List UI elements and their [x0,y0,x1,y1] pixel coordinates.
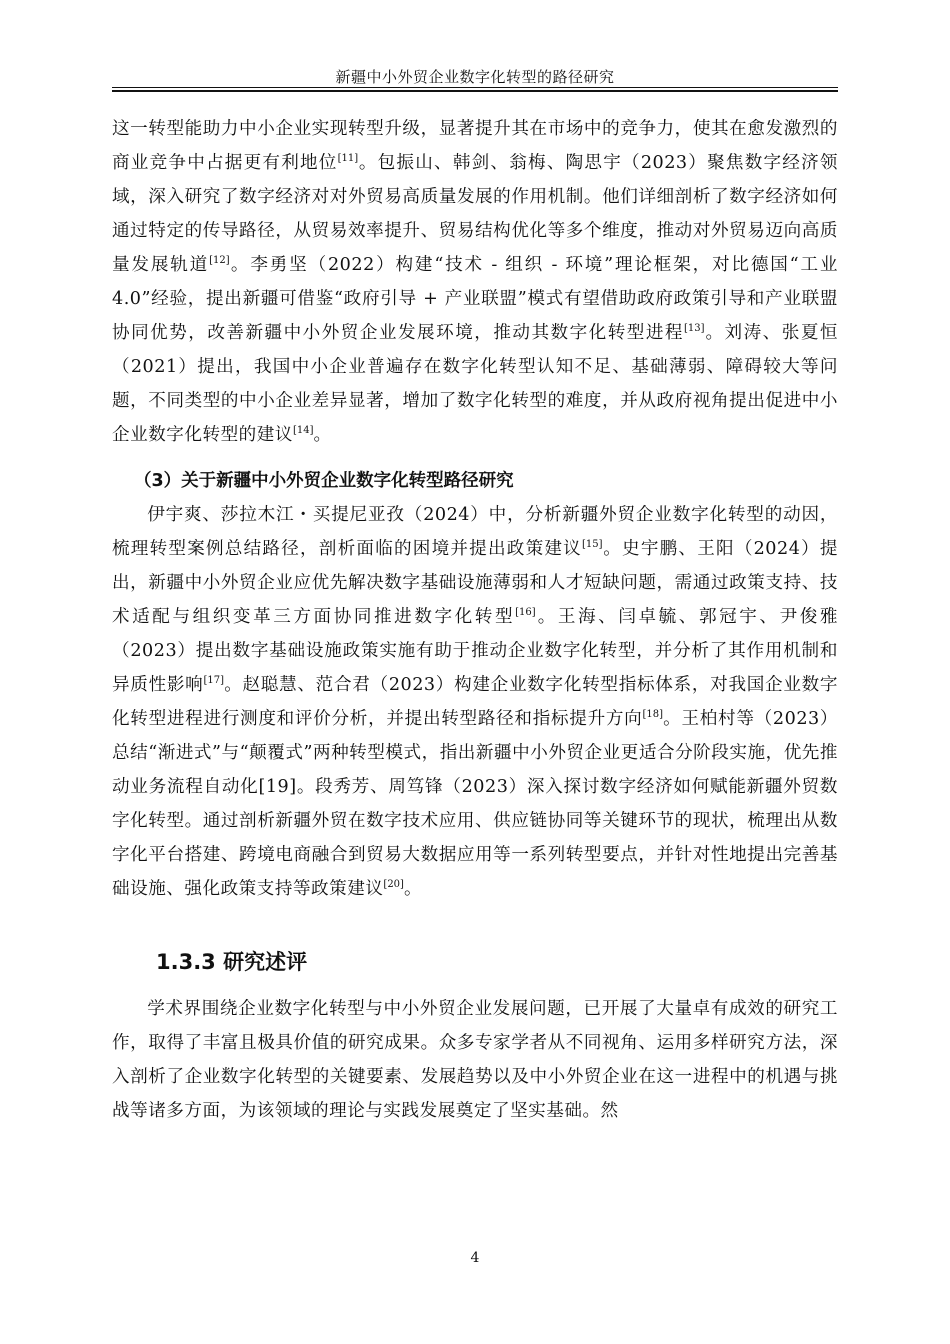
paragraph-text: 。 [403,879,423,899]
paragraph-text: 这一转型能助力中小企业实现转型升级，显著提升其在市场中的竞争力，使其在愈发激烈的商业竞争中占据更有利地位 [112,119,838,173]
paragraph-text: 伊宇爽、莎拉木江・买提尼亚孜（2024）中，分析新疆外贸企业数字化转型的动因，梳理转型案例总结路径，剖析面临的困境并提出政策建议 [112,505,838,559]
citation-ref: [13] [683,323,705,334]
citation-ref: [12] [209,255,230,266]
citation-ref: [16] [515,607,536,618]
citation-ref: [20] [383,879,404,890]
paragraph-text: 。刘涛、张夏恒（2021）提出，我国中小企业普遍存在数字化转型认知不足、基础薄弱、障碍较大等问题，不同类型的中小企业差异显著，增加了数字化转型的难度，并从政府视角提出促进中小企业数字化转型的建议 [112,323,838,445]
page-content [112,112,838,1128]
header-rule-thin [112,87,838,88]
citation-ref: [14] [292,425,314,436]
paragraph-text: 。王柏村等（2023）总结“渐进式”与“颠覆式”两种转型模式，指出新疆中小外贸企业更适合分阶段实施，优先推动业务流程自动化[19]。段秀芳、周笃锋（2023）深入探讨数字经济如何赋能新疆外贸数字化转型。通过剖析新疆外贸在数字技术应用、供应链协同等关键环节的现状，梳理出从数字化平台搭建、跨境电商融合到贸易大数据应用等一系列转型要点，并针对性地提出完善基础设施、强化政策支持等政策建议 [112,709,838,899]
page-number: 4 [470,1250,480,1266]
body-paragraph [112,498,838,906]
paragraph-text: 。李勇坚（2022）构建“技术 - 组织 - 环境”理论框架，对比德国“工业 4.0”经验，提出新疆可借鉴“政府引导 + 产业联盟”模式有望借助政府政策引导和产业联盟协同优势，改善新疆中小外贸企业发展环境，推动其数字化转型进程 [112,255,838,343]
subsection-heading: （3）关于新疆中小外贸企业数字化转型路径研究 [134,471,514,491]
paragraph-text: 。史宇鹏、王阳（2024）提出，新疆中小外贸企业应优先解决数字基础设施薄弱和人才短缺问题，需通过政策支持、技术适配与组织变革三方面协同推进数字化转型 [112,539,838,627]
citation-ref: [15] [581,539,603,550]
citation-ref: [18] [642,709,663,720]
paragraph-text: 。包振山、韩剑、翁梅、陶思宇（2023）聚焦数字经济领域，深入研究了数字经济对对外贸易高质量发展的作用机制。他们详细剖析了数字经济如何通过特定的传导路径，从贸易效率提升、贸易结构优化等多个维度，推动对外贸易迈向高质量发展轨道 [112,153,838,275]
paragraph-text: 。王海、闫卓毓、郭冠宇、尹俊雅（2023）提出数字基础设施政策实施有助于推动企业数字化转型，并分析了其作用机制和异质性影响 [112,607,838,695]
paragraph-text: 。赵聪慧、范合君（2023）构建企业数字化转型指标体系，对我国企业数字化转型进程进行测度和评价分析，并提出转型路径和指标提升方向 [112,675,838,729]
running-header-title: 新疆中小外贸企业数字化转型的路径研究 [335,68,615,86]
paragraph-text: 学术界围绕企业数字化转型与中小外贸企业发展问题，已开展了大量卓有成效的研究工作，取得了丰富且极具价值的研究成果。众多专家学者从不同视角、运用多样研究方法，深入剖析了企业数字化转型的关键要素、发展趋势以及中小外贸企业在这一进程中的机遇与挑战等诸多方面，为该领域的理论与实践发展奠定了坚实基础。然 [112,999,838,1121]
body-paragraph-continued [112,112,838,452]
citation-ref: [17] [203,675,224,686]
citation-ref: [11] [337,153,359,164]
section-heading: 1.3.3 研究述评 [156,950,308,974]
header-rule-thick [112,90,838,92]
paragraph-text: 。 [313,425,332,445]
body-paragraph [112,992,838,1128]
